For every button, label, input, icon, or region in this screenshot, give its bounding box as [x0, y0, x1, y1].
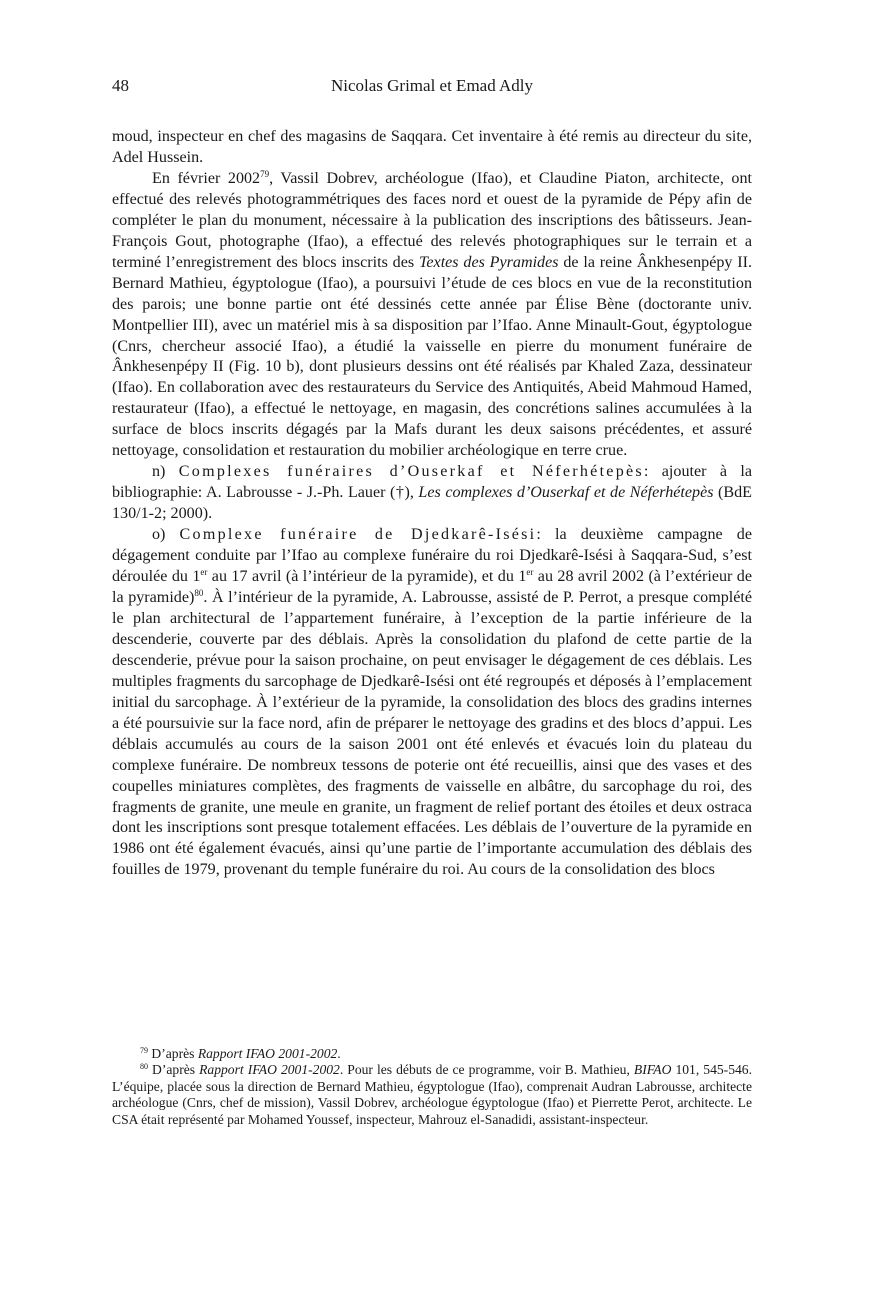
text-span: En février 2002: [152, 169, 261, 187]
text-span: : la deuxième campagne de dégagement conduite par l’Ifao au complexe funéraire du roi Djedkarê-Isési à Saqqara-Sud, s’est déroulée du 1: [112, 526, 752, 586]
footnote-80: [112, 1062, 752, 1128]
footnote-ref-80[interactable]: 80: [194, 587, 204, 598]
text-span: (BdE 130/1-2; 2000).: [112, 484, 753, 523]
footnote-number: 80: [140, 1062, 148, 1072]
italic-title: Rapport IFAO 2001-2002: [197, 1046, 338, 1061]
text-span: . À l’intérieur de la pyramide, A. Labrousse, assisté de P. Perrot, a presque complété le plan architectural de l’appartement funéraire, à l’exception de la partie inférieure de la descenderie, couverte par des déblais. Après la consolidation du plafond de cette partie de la descenderie, prévue pour la saison prochaine, on peut envisager le dégagement de ces déblais. Les multiples fragments du sarcophage de Djedkarê-Isési ont été regroupés et déposés à l’emplacement initial du sarcophage. À l’extérieur de la pyramide, la consolidation des blocs des gradins internes a été poursuivie sur la face nord, afin de préparer le nettoyage des gradins et des blocs d’appui. Les déblais accumulés au cours de la saison 2001 ont été enlevés et évacués loin du plateau du complexe funéraire. De nombreux tessons de poterie ont été recueillis, ainsi que des vases et des coupelles miniatures complètes, des fragments de vaisselle en albâtre, du sarcophage du roi, des fragments de granite, une meule en granite, un fragment de relief portant des étoiles et deux ostraca dont les inscriptions sont presque totalement effacées. Les déblais de l’ouverture de la pyramide en 1986 ont été également évacués, ainsi qu’une partie de l’importante accumulation des déblais des fouilles de 1979, provenant du temple funéraire du roi. Au cours de la consolidation des blocs: [112, 588, 752, 879]
page-number: 48: [112, 76, 129, 95]
footnotes: [112, 1046, 752, 1128]
text-span: 101, 545-546. L’équipe, placée sous la direction de Bernard Mathieu, égyptologue (Ifao), comprenait Audran Labrousse, architecte archéologue (Cnrs, chef de mission), Vassil Dobrev, archéologue égyptologue (Ifao) et Pierrette Perot, architecte. Le CSA était représenté par Mohamed Youssef, inspecteur, Mahrouz el-Sanadidi, assistant-inspecteur.: [112, 1062, 752, 1127]
page-header: [112, 76, 752, 100]
footnote-ref-79[interactable]: 79: [260, 168, 270, 179]
italic-journal: BIFAO: [633, 1062, 672, 1078]
text-span: .: [337, 1046, 341, 1061]
item-heading: Complexe funéraire de Djedkarê-Isési: [179, 526, 537, 544]
paragraph-item-n: [112, 462, 752, 525]
italic-title: Rapport IFAO 2001-2002: [199, 1062, 340, 1078]
ordinal-superscript: er: [526, 567, 534, 578]
text-span: de la reine Ânkhesenpépy II. Bernard Mathieu, égyptologue (Ifao), a poursuivi l’étude de ces blocs en vue de la reconstitution des parois; une bonne partie ont été dessinés cette année par Élise Bène (doctorante univ. Montpellier III), avec un matériel mis à sa disposition par l’Ifao. Anne Minault-Gout, égyptologue (Cnrs, chercheur associé Ifao), a étudié la vaisselle en pierre du monument funéraire de Ânkhesenpépy II (Fig. 10 b), dont plusieurs dessins ont été réalisés par Khaled Zaza, dessinateur (Ifao). En collaboration avec des restaurateurs du Service des Antiquités, Abeid Mahmoud Hamed, restaurateur (Ifao), a effectué le nettoyage, en magasin, des concrétions salines accumulées à la surface de blocs inscrits dégagés par la Mafs durant les deux saisons précédentes, et assuré nettoyage, consolidation et restauration du mobilier archéologique en terre crue.: [112, 253, 752, 460]
text-span: , Vassil Dobrev, archéologue (Ifao), et Claudine Piaton, architecte, ont effectué des relevés photogrammétriques des faces nord et ouest de la pyramide de Pépy afin de compléter le plan du monument, nécessaire à la publication des inscriptions des bâtisseurs. Jean-François Gout, photographe (Ifao), a effectué des relevés photographiques sur le terrain et a terminé l’enregistrement des blocs inscrits des: [112, 169, 752, 271]
item-heading: Complexes funéraires d’Ouserkaf et Néferhétepès: [178, 463, 644, 481]
paragraph-item-o: [112, 525, 752, 881]
item-letter: n): [152, 463, 179, 481]
footnote-number: 79: [140, 1046, 148, 1055]
paragraph-feb-2002: [112, 169, 752, 462]
italic-title: Textes des Pyramides: [418, 253, 559, 271]
body-text: [112, 127, 752, 881]
text-span: . Pour les débuts de ce programme, voir B. Mathieu,: [339, 1062, 634, 1078]
text-span: au 28 avril 2002 (à l’extérieur de la pyramide): [112, 568, 752, 606]
text-span: : ajouter à la bibliographie: A. Labrousse - J.-Ph. Lauer (†),: [112, 463, 752, 502]
text-span: D’après: [148, 1062, 200, 1078]
text-span: au 17 avril (à l’intérieur de la pyramide), et du 1: [207, 568, 527, 586]
italic-title: Les complexes d’Ouserkaf et de Néferhétepès: [418, 484, 714, 502]
running-title: Nicolas Grimal et Emad Adly: [330, 76, 534, 95]
footnote-79: [112, 1046, 752, 1062]
item-letter: o): [152, 526, 180, 544]
paragraph-continuation: moud, inspecteur en chef des magasins de Saqqara. Cet inventaire à été remis au directeur du site, Adel Hussein.: [112, 128, 752, 166]
text-span: D’après: [148, 1046, 198, 1061]
ordinal-superscript: er: [200, 567, 208, 578]
